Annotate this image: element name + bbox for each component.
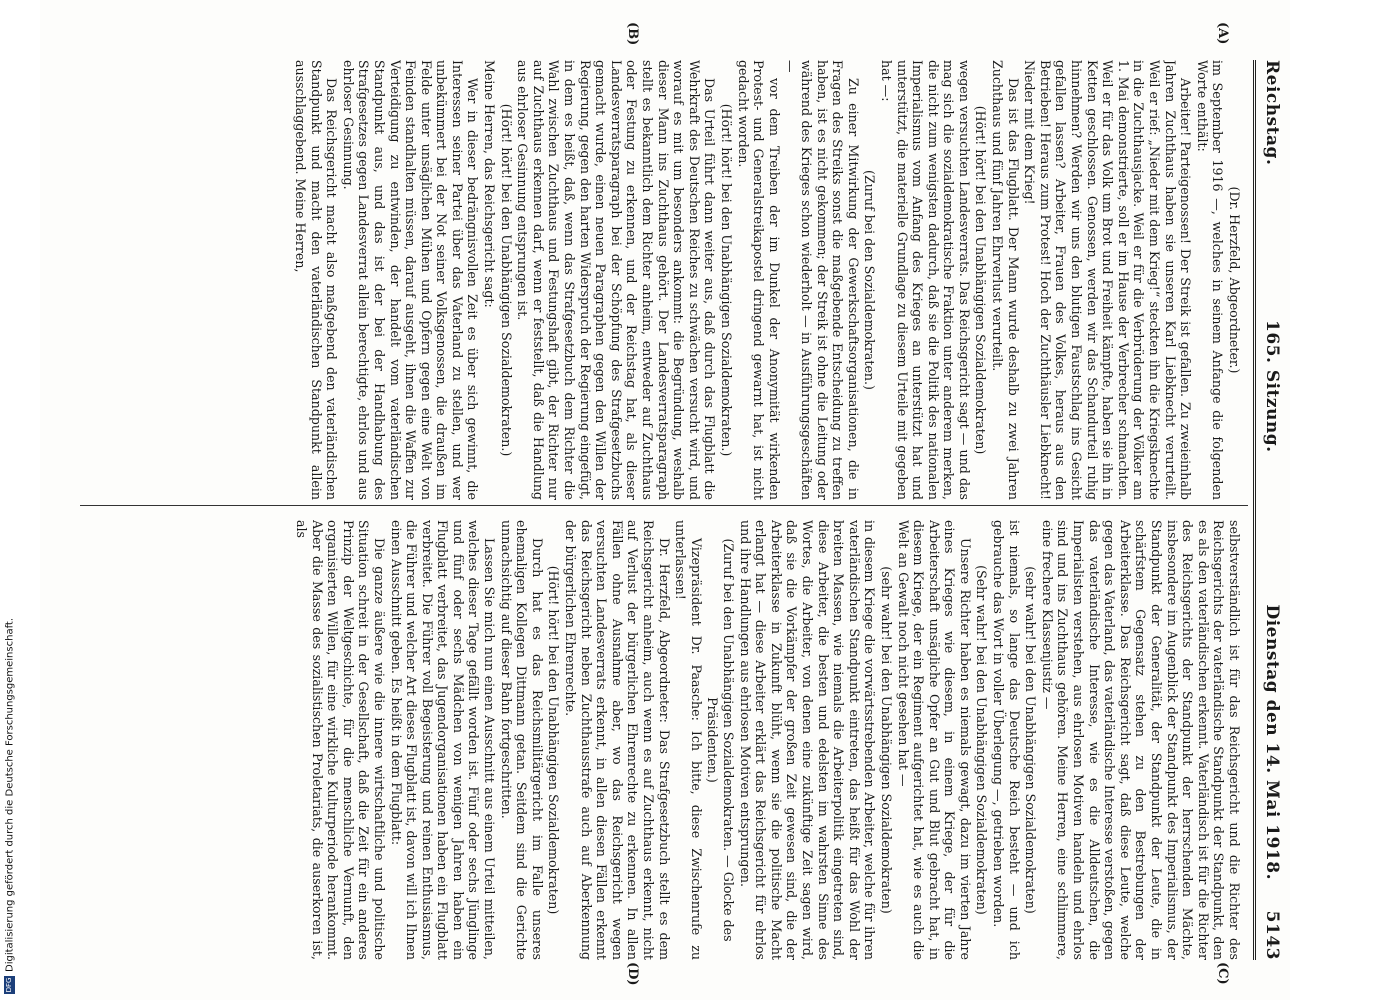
right-column xyxy=(80,520,1242,960)
page-number: 5143 xyxy=(1262,910,1282,960)
digitization-footer xyxy=(4,0,18,994)
paragraph: in diesem Kriege die vorwärtsstrebenden Arbeiter, welche für ihren vaterländischen Standpunkt eintreten, das heißt für das Wohl der breiten Massen, wie niemals die Arbeiterpolitik eingetreten sind, diese Arbeiter, die besten und edelsten im wahrsten Sinne des Wortes, die Arbeiter, von denen eine zukünftige Zeit sagen wird, daß sie die Vorkämpfer der großen Zeit gewesen sind, die der Arbeiterklasse in Zukunft blüht, wenn sie die politische Macht erlangt hat — diese Arbeiter erklärt das Reichsgericht für ehrlos und ihre Handlungen aus ehrlosen Motiven entsprungen. xyxy=(737,520,878,960)
header-session: 165. Sitzung. xyxy=(1262,320,1282,453)
interjection: (sehr wahr! bei den Unabhängigen Sozialdemokraten) xyxy=(1023,566,1039,914)
paragraph: Unsere Richter haben es niemals gewagt, dazu im vierten Jahre eines Krieges wie diesem, in einem Kriege, der für die Arbeiterschaft unsägliche Opfer an Gut und Blut gebracht hat, in diesem Kriege, der ein Regiment aufgerichtet hat, wie es auch die Welt an Gewalt noch nicht gesehen hat — xyxy=(895,520,973,960)
quote-paragraph: vor dem Treiben der im Dunkel der Anonymität wirkenden Protest- und Generalstreikapostel dringend gewarnt hat, ist nicht gedacht worden. xyxy=(735,60,782,500)
interjection: (Hört! hört! bei den Unabhängigen Sozialdemokraten) xyxy=(973,105,989,455)
interjection: (sehr wahr! bei den Unabhängigen Sozialdemokraten) xyxy=(878,566,894,914)
margin-mark-a: (A) xyxy=(1215,22,1230,45)
paragraph: ist niemals, so lange das Deutsche Reich besteht — und ich gebrauche das Wort in voller Überlegung —, getrieben worden. xyxy=(991,520,1022,960)
column-separator xyxy=(80,505,1248,506)
document-page xyxy=(40,0,1290,1000)
margin-mark-b: (B) xyxy=(625,22,640,46)
president-remark: Vizepräsident Dr. Paasche: Ich bitte, diese Zwischenrufe zu unterlassen! xyxy=(673,520,704,960)
paragraph: Lassen Sie mich nun einen Ausschnitt aus einem Urteil mitteilen, welches dieser Tage gefällt worden ist. Fünf oder sechs Jünglinge und fünf oder sechs Mädchen von wenigen Jahren haben ein Flugblatt verbreitet, das Jugendorganisationen haben ein Flugblatt verbreitet. Die Führer voll Begeisterung und reinen Enthusiasmus, die Führer und welcher Art dieses Flugblatt ist, davon will ich Ihnen einen Ausschnitt geben. Es heißt in dem Flugblatt: xyxy=(388,520,498,960)
speaker-line: (Dr. Herzfeld, Abgeordneter.) xyxy=(1227,186,1242,374)
interjection: (Zuruf bei den Sozialdemokraten.) xyxy=(862,170,878,390)
paragraph: Meine Herren, das Reichsgericht sagt: xyxy=(482,60,498,308)
header-rule xyxy=(1253,60,1256,960)
quote-paragraph: Wer in dieser bedrängnisvollen Zeit es über sich gewinnt, die Interessen seiner Partei über das Vaterland zu stellen, und wer unbekümmert bei der Not seiner Volksgenossen, die draußen im Felde unter unsäglichen Mühen und Opfern gegen eine Welt von Feinden standhalten müssen, darauf ausgeht, ihnen die Waffen zur Verteidigung zu entwinden, der handelt vom vaterländischen Standpunkt aus, und das ist der bei der Handhabung des Strafgesetzes gegen Landesverrat allein berechtigte, ehrlos und aus ehrloser Gesinnung. xyxy=(340,60,481,500)
paragraph: Das Urteil führt dann weiter aus, daß durch das Flugblatt die Wehrkraft des Deutschen Reiches zu schwächen versucht wird, und worauf es mit um besonders ankommt: die Begründung, weshalb dieser Mann ins Zuchthaus gehört. Der Landesverratsparagraph stellt es bekanntlich dem Richter anheim, entweder auf Zuchthaus oder Festung zu erkennen, und der Reichstag hat, als dieser Landesverratsparagraph bei der Schöpfung des Strafgesetzbuchs gemacht wurde, einen neuen Paragraphen gegen den Willen der Regierung, gegen den harten Widerspruch der Regierung eingefügt, in dem es heißt, daß, wenn das Strafgesetzbuch dem Richter die Wahl zwischen Zuchthaus und Festungshaft gibt, der Richter nur auf Zuchthaus erkennen darf, wenn er feststellt, daß die Handlung aus ehrloser Gesinnung entsprungen ist. xyxy=(515,60,718,500)
speaker-paragraph: Dr. Herzfeld, Abgeordneter: Das Strafgesetzbuch stellt es dem Reichsgericht anheim, auch wenn es auf Zuchthaus erkennt, nicht auf Verlust der bürgerlichen Ehrenrechte zu erkennen. In allen Fällen ohne Ausnahme aber, wo das Reichsgericht wegen versuchten Landesverrats erkennt, in allen diesen Fällen erkennt das Reichsgericht neben Zuchthausstrafe auch auf Aberkennung der bürgerlichen Ehrenrechte. xyxy=(563,520,672,960)
quote-paragraph: Zu einer Mitwirkung der Gewerkschaftsorganisationen, die in Fragen des Streiks sonst die maßgebende Entscheidung zu treffen haben, ist es nicht gekommen; der Streik ist ohne die Leitung oder während des Krieges schon wiederholt — in Ausführungsgeschäften — xyxy=(783,60,861,500)
paragraph: im September 1916 —, welches in seinem Anfange die folgenden Worte enthält: xyxy=(1194,60,1226,500)
paragraph: Das ist das Flugblatt. Der Mann wurde deshalb zu zwei Jahren Zuchthaus und fünf Jahren Ehrverlust verurteilt. xyxy=(990,60,1021,500)
interjection: (Zuruf bei den Unabhängigen Sozialdemokraten. — Glocke des Präsidenten.) xyxy=(705,538,736,942)
interjection: (Hört! hört! bei den Unabhängigen Sozialdemokraten.) xyxy=(498,103,514,457)
quote-paragraph: Die ganze äußere wie die innere wirtschaftliche und politische Situation schreit in der Gesellschaft, daß die Zeit für ein anderes Prinzip der Weltgeschichte, für die menschliche Vernunft, den organisierten Willen, für eine wirkliche Kulturperiode herankommt. Aber die Masse des sozialistischen Proletariats, die auserkoren ist, als xyxy=(293,520,387,960)
interjection: (Hört! hört! bei den Unabhängigen Sozialdemokraten) xyxy=(546,565,562,915)
paragraph: selbstverständlich ist für das Reichsgericht und die Richter des Reichsgerichts der vaterländische Standpunkt der Standpunkt, den es als den vaterländischen erkennt. Vaterländisch ist für die Richter des Reichsgerichts der Standpunkt der herrschenden Mächte, insbesondere im Augenblick der Standpunkt des Imperialismus, der Standpunkt der Generalität, der Standpunkt der Leute, die in schärfstem Gegensatz stehen zu den Bestrebungen der Arbeiterklasse. Das Reichsgericht sagt, daß diese Leute, welche gegen das Vaterland, das vaterländische Interesse verstoßen, gegen das vaterländische Interesse, wie es die Alldeutschen, die Imperialisten verstehen, aus ehrlosen Motiven handeln und ehrlos sind und ins Zuchthaus gehören. Meine Herren, eine schlimmere, eine frechere Klassenjustiz — xyxy=(1039,520,1242,960)
paragraph: Das Reichsgericht macht also maßgebend den vaterländischen Standpunkt und macht den vaterländischen Standpunkt allein ausschlaggebend. Meine Herren, xyxy=(292,60,340,500)
page-header xyxy=(1254,60,1282,960)
margin-mark-c: (C) xyxy=(1215,962,1230,985)
margin-mark-d: (D) xyxy=(625,962,640,986)
quote-paragraph: Arbeiter! Parteigenossen! Der Streik ist gefallen. Zu zweieinhalb Jahren Zuchthaus haben sie unseren Karl Liebknecht verurteilt. Weil er rief: „Nieder mit dem Krieg!“ steckten ihn die Kriegsknechte in die Zuchthausjacke. Weil er für die Verbrüderung der Völker am 1. Mai demonstrierte, soll er im Hause der Verbrecher schmachten. Weil er für das Volk um Brot und Freiheit kämpfte, haben sie ihn in Ketten geschlossen. Genossen, werden wir das Schandurteil ruhig hinnehmen? Werden wir uns den blutigen Faustschlag ins Gesicht gefallen lassen? Arbeiter, Frauen des Volkes, heraus aus den Betrieben! Heraus zum Protest! Hoch der Zuchthäusler Liebknecht! Nieder mit dem Krieg! xyxy=(1022,60,1194,500)
footer-text: Digitalisierung gefördert durch die Deutsche Forschungsgemeinschaft. xyxy=(4,617,16,972)
paragraph: Durch hat es das Reichsmilitärgericht im Falle unseres ehemaligen Kollegen Dittmann getan. Seitdem sind die Gerichte unnachsichtig auf dieser Bahn fortgeschritten. xyxy=(498,520,545,960)
interjection: (Hört! hört! bei den Unabhängigen Sozialdemokraten.) xyxy=(719,103,734,457)
header-reichstag: Reichstag. xyxy=(1262,60,1282,166)
header-date: Dienstag den 14. Mai 1918. xyxy=(1262,604,1282,880)
interjection: (Sehr wahr! bei den Unabhängigen Sozialdemokraten) xyxy=(974,565,990,915)
left-column xyxy=(80,60,1242,500)
paragraph: wegen versuchten Landesverrats. Das Reichsgericht sagt — und das mag sich die sozialdemokratische Fraktion unter anderem merken, die nicht zum wenigsten dadurch, daß sie die Politik des nationalen Imperialismus vom Anfang des Krieges an unterstützt hat und unterstützt, die materielle Grundlage zu diesem Urteile mit gegeben hat —: xyxy=(878,60,972,500)
dfg-logo-icon: DFG xyxy=(5,977,13,993)
